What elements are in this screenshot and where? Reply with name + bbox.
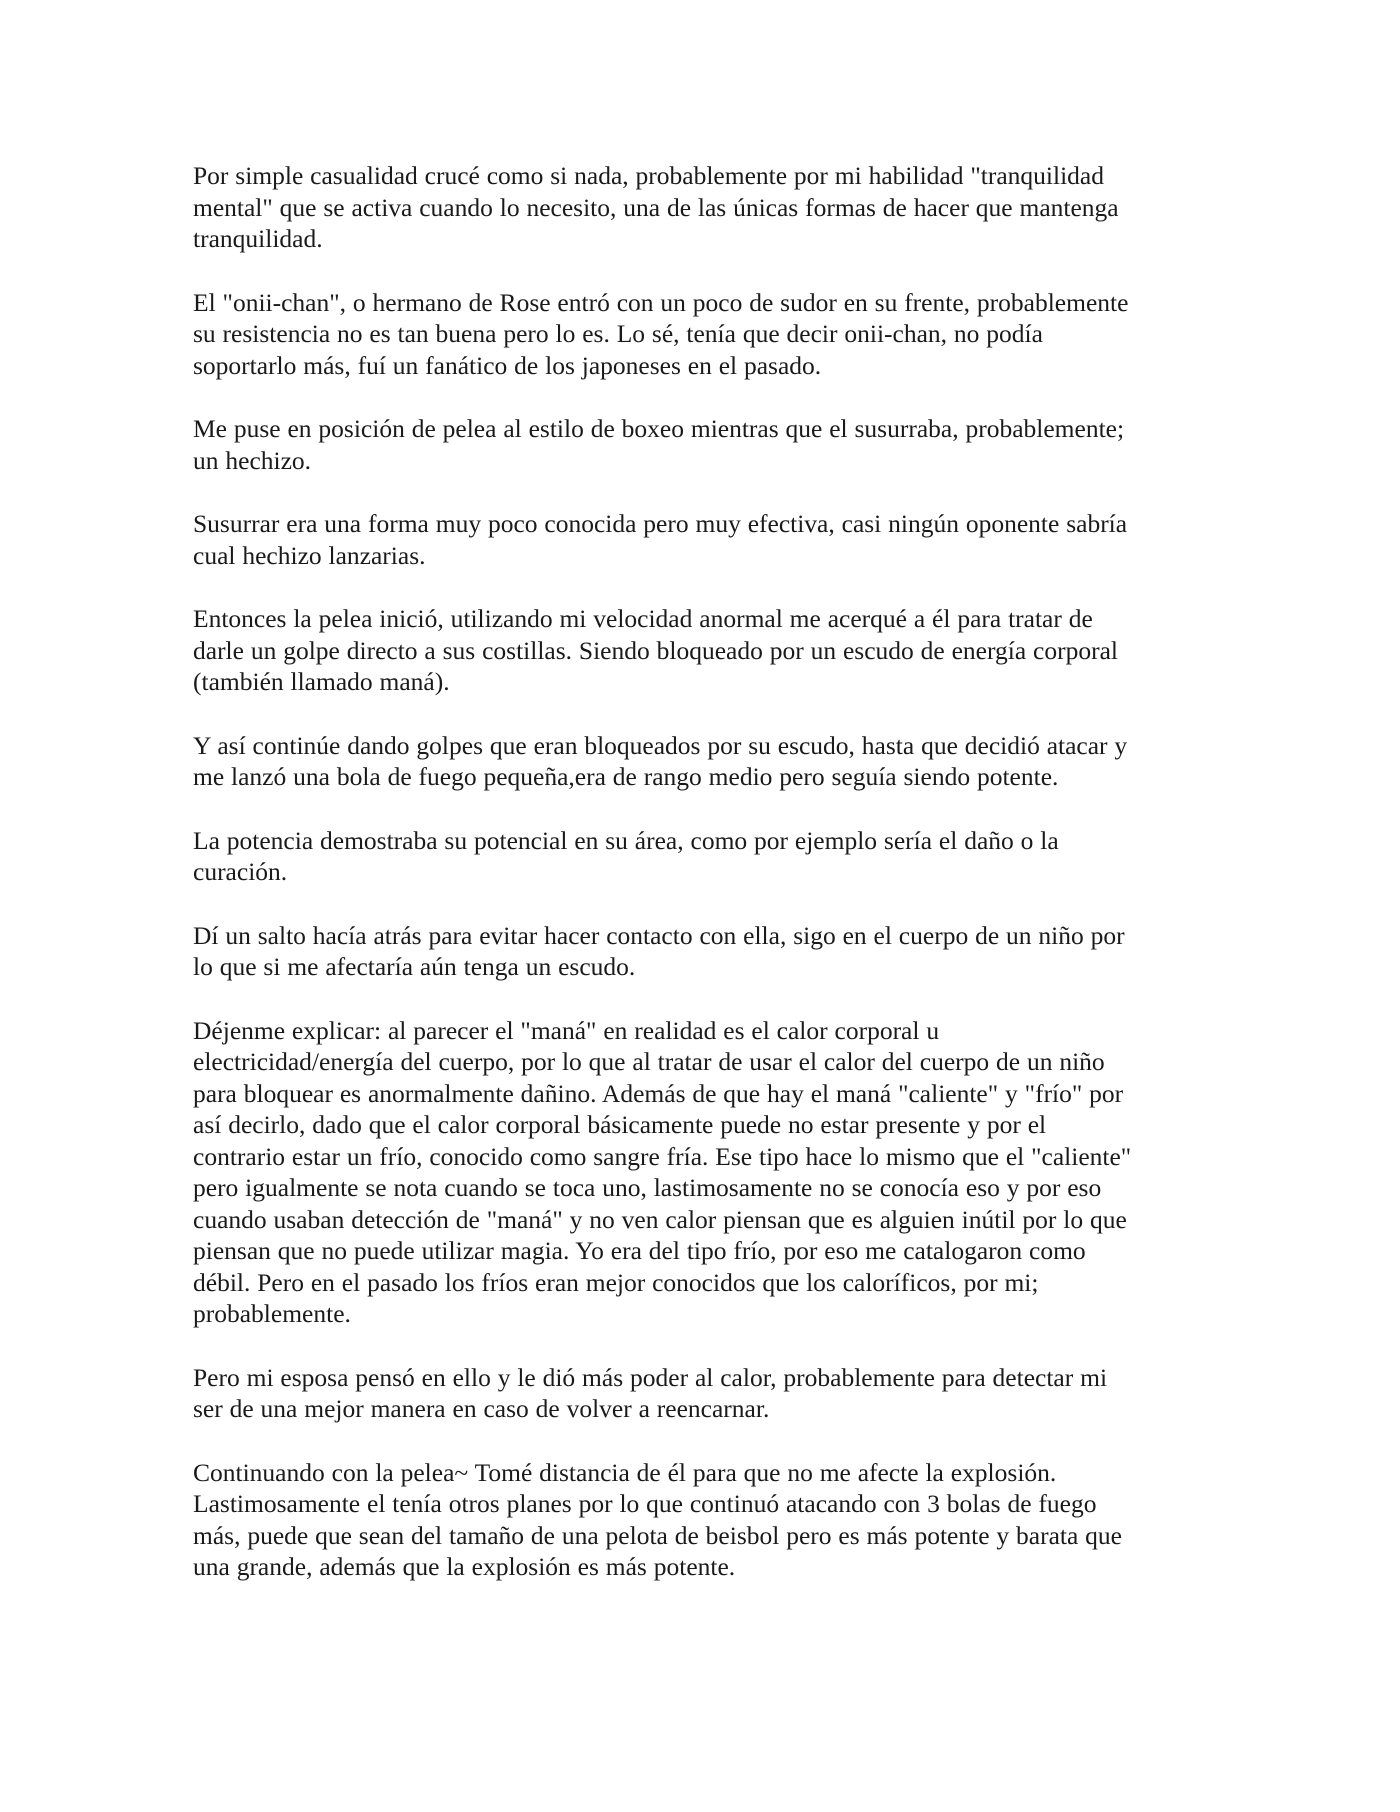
paragraph-9: Déjenme explicar: al parecer el "maná" en realidad es el calor corporal u electricidad/energía del cuerpo, por lo que al tratar de usar el calor del cuerpo de un niño para bloquear es anormalmente dañino. Además de que hay el maná "caliente" y "frío" por así decirlo, dado que el calor corporal básicamente puede no estar presente y por el contrario estar un frío, conocido como sangre fría. Ese tipo hace lo mismo que el "caliente" pero igualmente se nota cuando se toca uno, lastimosamente no se conocía eso y por eso cuando usaban detección de "maná" y no ven calor piensan que es alguien inútil por lo que piensan que no puede utilizar magia. Yo era del tipo frío, por eso me catalogaron como débil. Pero en el pasado los fríos eran mejor conocidos que los caloríficos, por mi; probablemente.: [193, 1015, 1132, 1328]
paragraph-2: El "onii-chan", o hermano de Rose entró con un poco de sudor en su frente, probablemente su resistencia no es tan buena pero lo es. Lo sé, tenía que decir onii-chan, no podía soportarlo más, fuí un fanático de los japoneses en el pasado.: [193, 287, 1129, 380]
paragraph-8: Dí un salto hacía atrás para evitar hacer contacto con ella, sigo en el cuerpo de un niño por lo que si me afectaría aún tenga un escudo.: [193, 920, 1125, 981]
paragraph-4: Susurrar era una forma muy poco conocida pero muy efectiva, casi ningún oponente sabría cual hechizo lanzarias.: [193, 509, 1128, 570]
paragraph-11: Continuando con la pelea~ Tomé distancia de él para que no me afecte la explosión. Lastimosamente el tenía otros planes por lo que continuó atacando con 3 bolas de fuego más, puede que sean del tamaño de una pelota de beisbol pero es más potente y barata que una grande, además que la explosión es más potente.: [193, 1457, 1123, 1581]
paragraph-6: Y así continúe dando golpes que eran bloqueados por su escudo, hasta que decidió atacar y me lanzó una bola de fuego pequeña,era de rango medio pero seguía siendo potente.: [193, 730, 1128, 791]
paragraph-7: La potencia demostraba su potencial en su área, como por ejemplo sería el daño o la curación.: [193, 825, 1059, 886]
document-body: [193, 160, 1218, 1615]
paragraph-1: Por simple casualidad crucé como si nada, probablemente por mi habilidad "tranquilidad mental" que se activa cuando lo necesito, una de las únicas formas de hacer que mantenga tranquilidad.: [193, 161, 1119, 253]
paragraph-10: Pero mi esposa pensó en ello y le dió más poder al calor, probablemente para detectar mi ser de una mejor manera en caso de volver a reencarnar.: [193, 1362, 1108, 1423]
paragraph-5: Entonces la pelea inició, utilizando mi velocidad anormal me acerqué a él para tratar de darle un golpe directo a sus costillas. Siendo bloqueado por un escudo de energía corporal (también llamado maná).: [193, 604, 1118, 696]
paragraph-3: Me puse en posición de pelea al estilo de boxeo mientras que el susurraba, probablemente; un hechizo.: [193, 414, 1125, 475]
